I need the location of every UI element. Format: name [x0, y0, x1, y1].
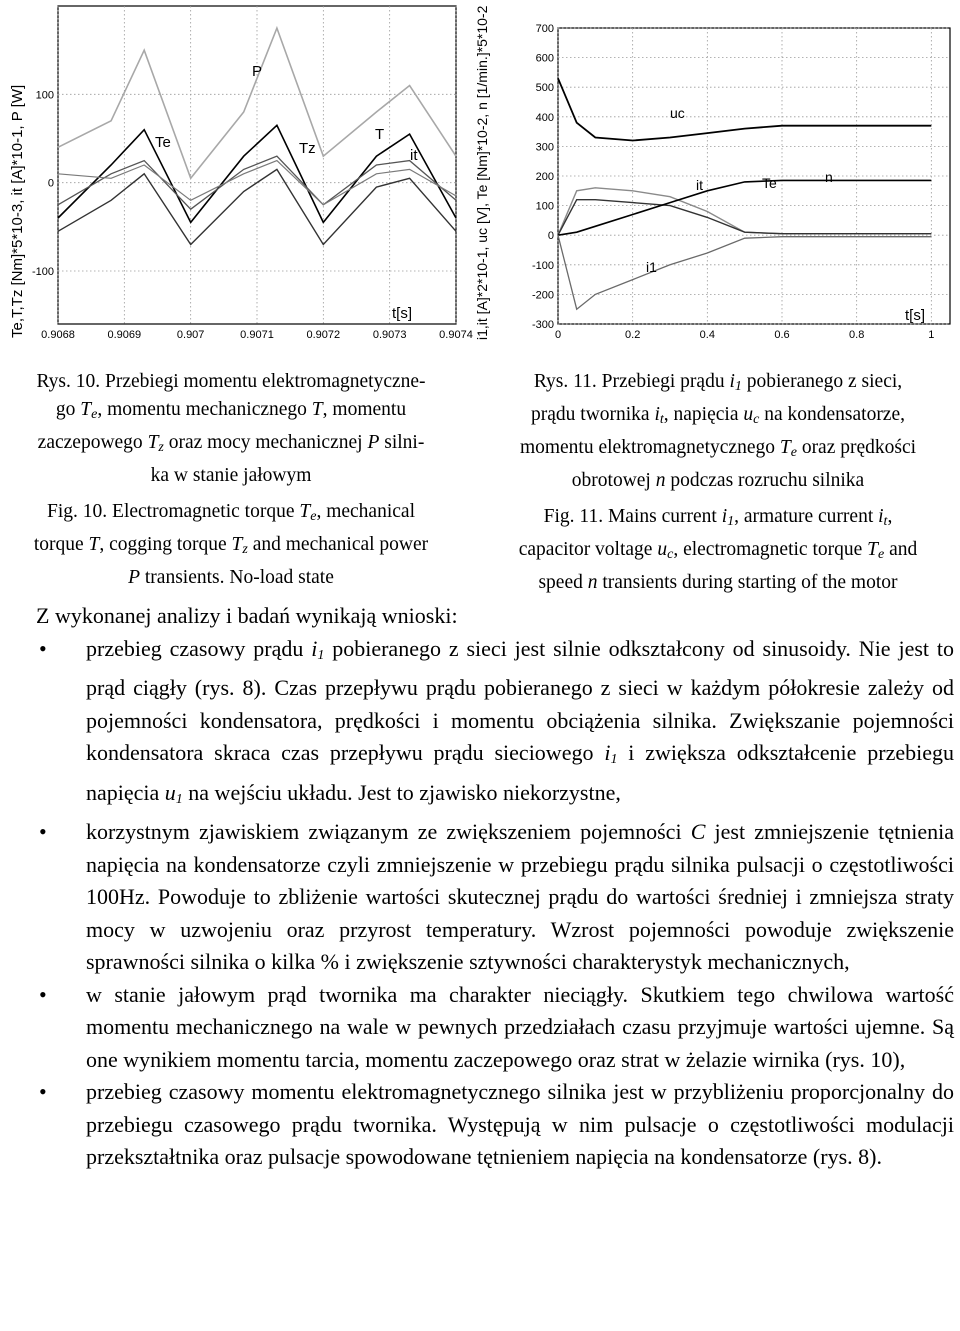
fig11-x-tick-label: 1 — [928, 329, 935, 341]
fig11-series-i1 — [558, 235, 931, 309]
fig11-y-tick-label: 700 — [535, 23, 554, 35]
fig11-y-tick-label: 300 — [535, 141, 554, 154]
fig10-x-tick-label: 0.9073 — [372, 329, 407, 341]
fig10-caption — [0, 368, 462, 598]
fig10-y-tick-label: -100 — [31, 266, 54, 278]
fig11-caption-en: Fig. 11. Mains current $i_1$, armature current $i_t$, capacitor voltage $u_c$, electromagnetic torque $T_e$ and speed n transients during starting of the motor — [518, 506, 918, 593]
fig11-chart — [470, 0, 960, 345]
fig11-y-tick-label: 600 — [535, 52, 554, 65]
fig11-y-tick-label: -200 — [531, 289, 554, 302]
fig11-x-axis-label: t[s] — [905, 307, 926, 324]
fig11-series-te — [558, 200, 931, 236]
fig11-series — [558, 78, 931, 309]
fig10-x-tick-label: 0.9074 — [439, 329, 473, 341]
fig10-y-tick-label: 100 — [35, 89, 54, 102]
fig11-y-tick-label: 100 — [535, 200, 554, 213]
fig11-x-tick-label: 0.2 — [625, 329, 641, 341]
fig11-y-axis-label: i1,it [A]*2*10-1, uc [V], Te [Nm]*10-2, n [1/min.]*5*10-2 — [474, 5, 490, 340]
fig10-x-tick-label: 0.9072 — [306, 329, 341, 341]
conclusions-intro: Z wykonanej analizy i badań wynikają wnioski: — [36, 603, 458, 628]
fig11-label-i1: i1 — [646, 259, 657, 275]
fig10-series — [58, 28, 456, 244]
fig10-chart — [0, 0, 473, 345]
fig11-y-tick-label: 200 — [535, 171, 554, 183]
fig11-series-it — [558, 188, 931, 235]
fig11-caption — [480, 368, 956, 603]
fig11-x-tick-label: 0.4 — [699, 329, 715, 341]
fig10-plot-frame — [58, 6, 456, 324]
fig11-series-uc — [558, 78, 931, 140]
fig10-x-tick-label: 0.907 — [176, 329, 205, 341]
fig11-label-te: Te — [762, 175, 777, 191]
fig11-label-it: it — [696, 177, 703, 193]
fig11-grid — [558, 28, 950, 324]
fig11-label-uc: uc — [670, 105, 685, 121]
fig10-x-ticks — [41, 329, 473, 341]
fig10-x-tick-label: 0.9071 — [240, 329, 274, 341]
fig10-label-te: Te — [155, 134, 171, 151]
fig10-grid — [58, 6, 456, 324]
fig11-label-n: n — [825, 169, 833, 185]
fig10-series-te — [58, 125, 456, 222]
fig10-label-it: it — [410, 147, 418, 164]
conclusion-item-3: • w stanie jałowym prąd twornika ma charakter nieciągły. Skutkiem tego chwilowa wartość momentu mechanicznego na wale w pewnych przedziałach czasu przyjmuje wartości ujemne. Są one wynikiem momentu tarcia, momentu zaczepowego oraz strat w żelazie wirnika (rys. 10), — [36, 979, 954, 1077]
fig10-y-ticks — [32, 89, 54, 278]
fig11-x-tick-label: 0.6 — [774, 329, 790, 341]
conclusions-list — [36, 633, 954, 1174]
fig10-x-tick-label: 0.9069 — [107, 329, 142, 341]
fig10-y-tick-label: 0 — [47, 177, 54, 190]
fig10-caption-pl: Rys. 10. Przebiegi momentu elektromagnetyczne- go $T_e$, momentu mechanicznego T, momentu zaczepowego $T_z$ oraz mocy mechanicznej P silni- ka w stanie jałowym — [36, 371, 426, 486]
fig11-y-tick-label: -100 — [531, 259, 554, 272]
conclusion-item-1: • przebieg czasowy prądu $i_1$ pobieranego z sieci jest silnie odkształcony od sinusoidy. Nie jest to prąd ciągły (rys. 8). Czas przepływu prądu pobieranego z sieci w każdym półokresie zależy od pojemności kondensatora, prędkości i momentu obciążenia silnika. Zwiększanie pojemności kondensatora skraca czas przepływu prądu sieciowego $i_1$ i zwiększa odkształcenie przebiegu napięcia $u_1$ na wejściu układu. Jest to zjawisko niekorzystne, — [36, 633, 954, 817]
fig11-x-tick-label: 0.8 — [849, 329, 865, 341]
figure-11 — [470, 0, 960, 345]
fig11-y-tick-label: -300 — [531, 319, 554, 331]
fig11-y-ticks — [532, 23, 554, 331]
fig10-x-tick-label: 0.9068 — [41, 329, 75, 341]
fig10-x-axis-label: t[s] — [392, 305, 413, 322]
fig10-label-tz: Tz — [299, 140, 316, 157]
figure-10 — [0, 0, 473, 345]
fig11-y-tick-label: 500 — [535, 82, 554, 95]
fig10-label-p: P — [252, 63, 263, 80]
fig11-y-tick-label: 0 — [547, 230, 554, 243]
fig11-y-tick-label: 400 — [535, 111, 554, 124]
conclusion-item-2: • korzystnym zjawiskiem związanym ze zwiększeniem pojemności C jest zmniejszenie tętnienia napięcia na kondensatorze czyli zmniejszenie w przebiegu prądu silnika pulsacji o częstotliwości 100Hz. Powoduje to zbliżenie wartości skutecznej prądu do wartości średniej i zmniejsza straty mocy w uzwojeniu oraz przyrost temperatury. Wzrost pojemności powoduje zwiększenie sprawności silnika o kilka % i zwiększenie sztywności charakterystyk mechanicznych, — [36, 816, 954, 979]
conclusions-section — [36, 600, 954, 1174]
fig11-x-ticks — [555, 329, 934, 341]
fig11-x-tick-label: 0 — [554, 329, 562, 341]
fig10-caption-en: Fig. 10. Electromagnetic torque $T_e$, mechanical torque T, cogging torque $T_z$ and mechanical power P transients. No-load state — [33, 501, 429, 588]
fig11-caption-pl: Rys. 11. Przebiegi prądu $i_1$ pobieranego z sieci, prądu twornika $i_t$, napięcia $u_c$ na kondensatorze, momentu elektromagnetycznego $T_e$ oraz prędkości obrotowej n podczas rozruchu silnika — [519, 371, 917, 491]
fig10-label-t: T — [375, 126, 385, 143]
conclusion-item-4: • przebieg czasowy momentu elektromagnetycznego silnika jest w przybliżeniu proporcjonalny do przebiegu czasowego prądu twornika. Występują w nim pulsacje o częstotliwości modulacji przekształtnika oraz pulsacje spowodowane tętnieniem napięcia na kondensatorze (rys. 8). — [36, 1076, 954, 1174]
fig10-y-axis-label: Te,T,Tz [Nm]*5*10-3, it [A]*10-1, P [W] — [9, 84, 26, 338]
